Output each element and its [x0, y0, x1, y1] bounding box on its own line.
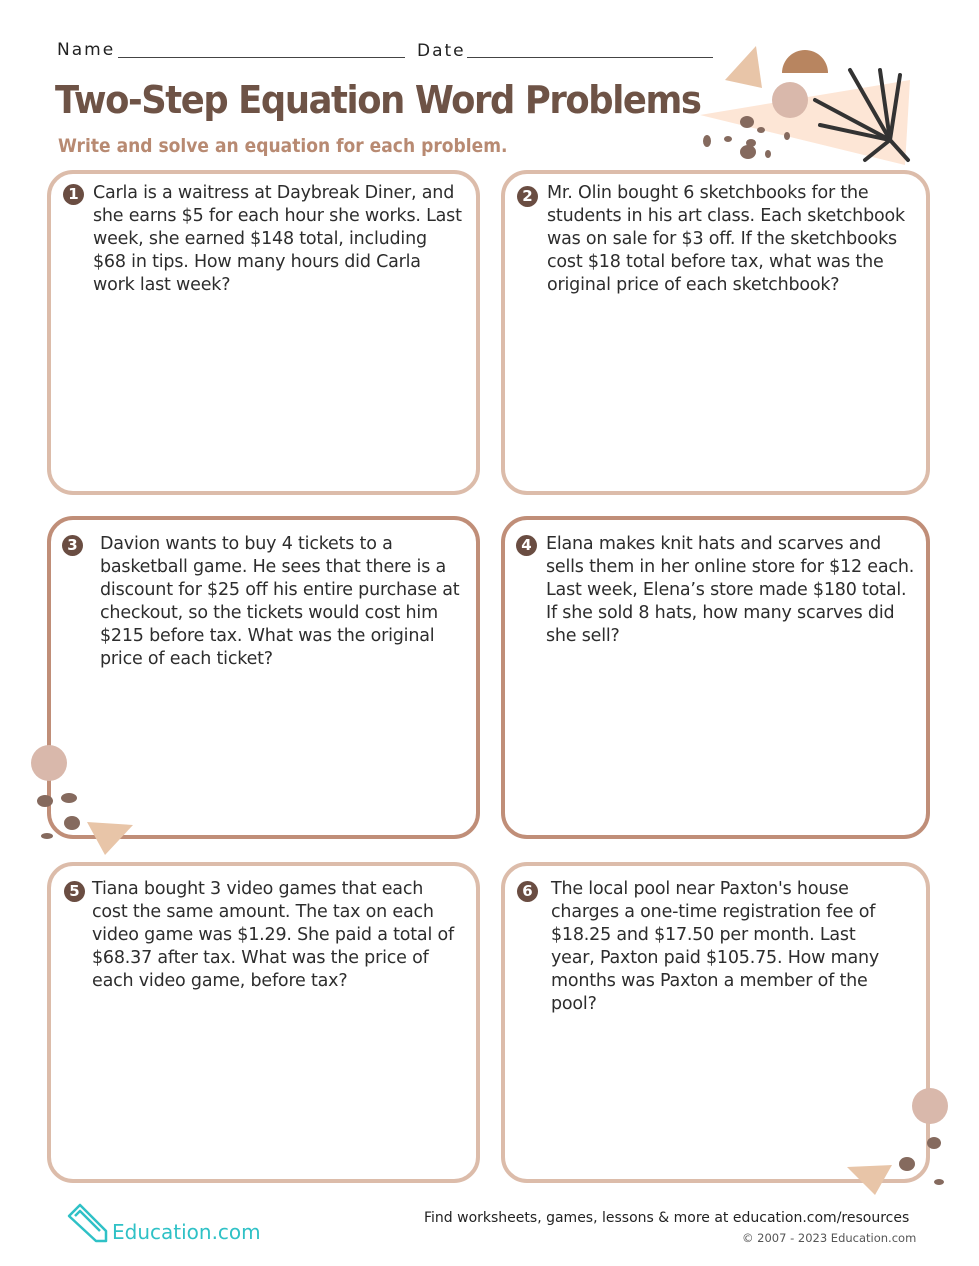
name-field[interactable]: [118, 57, 405, 58]
decor-right-icon: [840, 1085, 979, 1200]
problem-text-5: Tiana bought 3 video games that each cost the same amount. The tax on each video game was $1.29. She paid a total of $68.37 after tax. What was the price of each video game, before tax?: [92, 879, 454, 991]
pencil-logo-icon: [66, 1202, 112, 1244]
problem-text-4: Elana makes knit hats and scarves and sells them in her online store for $12 each. Last week, Elena’s store made $180 total. If she sold 8 hats, how many scarves did she sell?: [546, 534, 915, 646]
name-label: Name: [57, 40, 116, 60]
date-label: Date: [417, 41, 466, 61]
problem-text-1: Carla is a waitress at Daybreak Diner, and she earns $5 for each hour she works. Last week, she earned $148 total, including $68 in tips. How many hours did Carla work last week?: [93, 183, 462, 295]
education-logo-text[interactable]: Education.com: [112, 1220, 261, 1244]
page-subtitle: Write and solve an equation for each problem.: [58, 135, 508, 157]
problem-text-2: Mr. Olin bought 6 sketchbooks for the students in his art class. Each sketchbook was on sale for $3 off. If the sketchbooks cost $18 total before tax, what was the original price of each sketchbook?: [547, 183, 905, 295]
problem-number-badge: 4: [516, 535, 537, 556]
decor-cluster-icon: [690, 40, 930, 170]
footer-copyright: © 2007 - 2023 Education.com: [742, 1231, 917, 1245]
problem-number-badge: 5: [64, 881, 85, 902]
page-title: Two-Step Equation Word Problems: [55, 78, 701, 122]
problem-text-6: The local pool near Paxton's house charges a one-time registration fee of $18.25 and $17.50 per month. Last year, Paxton paid $105.75. How many months was Paxton a member of the pool?: [551, 879, 880, 1014]
problem-number-badge: 3: [62, 535, 83, 556]
problem-number-badge: 6: [517, 881, 538, 902]
footer-tagline: Find worksheets, games, lessons & more at education.com/resources: [424, 1210, 910, 1226]
problem-text-3: Davion wants to buy 4 tickets to a basketball game. He sees that there is a discount for $25 off his entire purchase at checkout, so the tickets would cost him $215 before tax. What was the original price of each ticket?: [100, 534, 460, 669]
decor-left-icon: [25, 740, 140, 860]
problem-number-badge: 2: [517, 186, 538, 207]
date-field[interactable]: [467, 57, 713, 58]
problem-number-badge: 1: [63, 184, 84, 205]
